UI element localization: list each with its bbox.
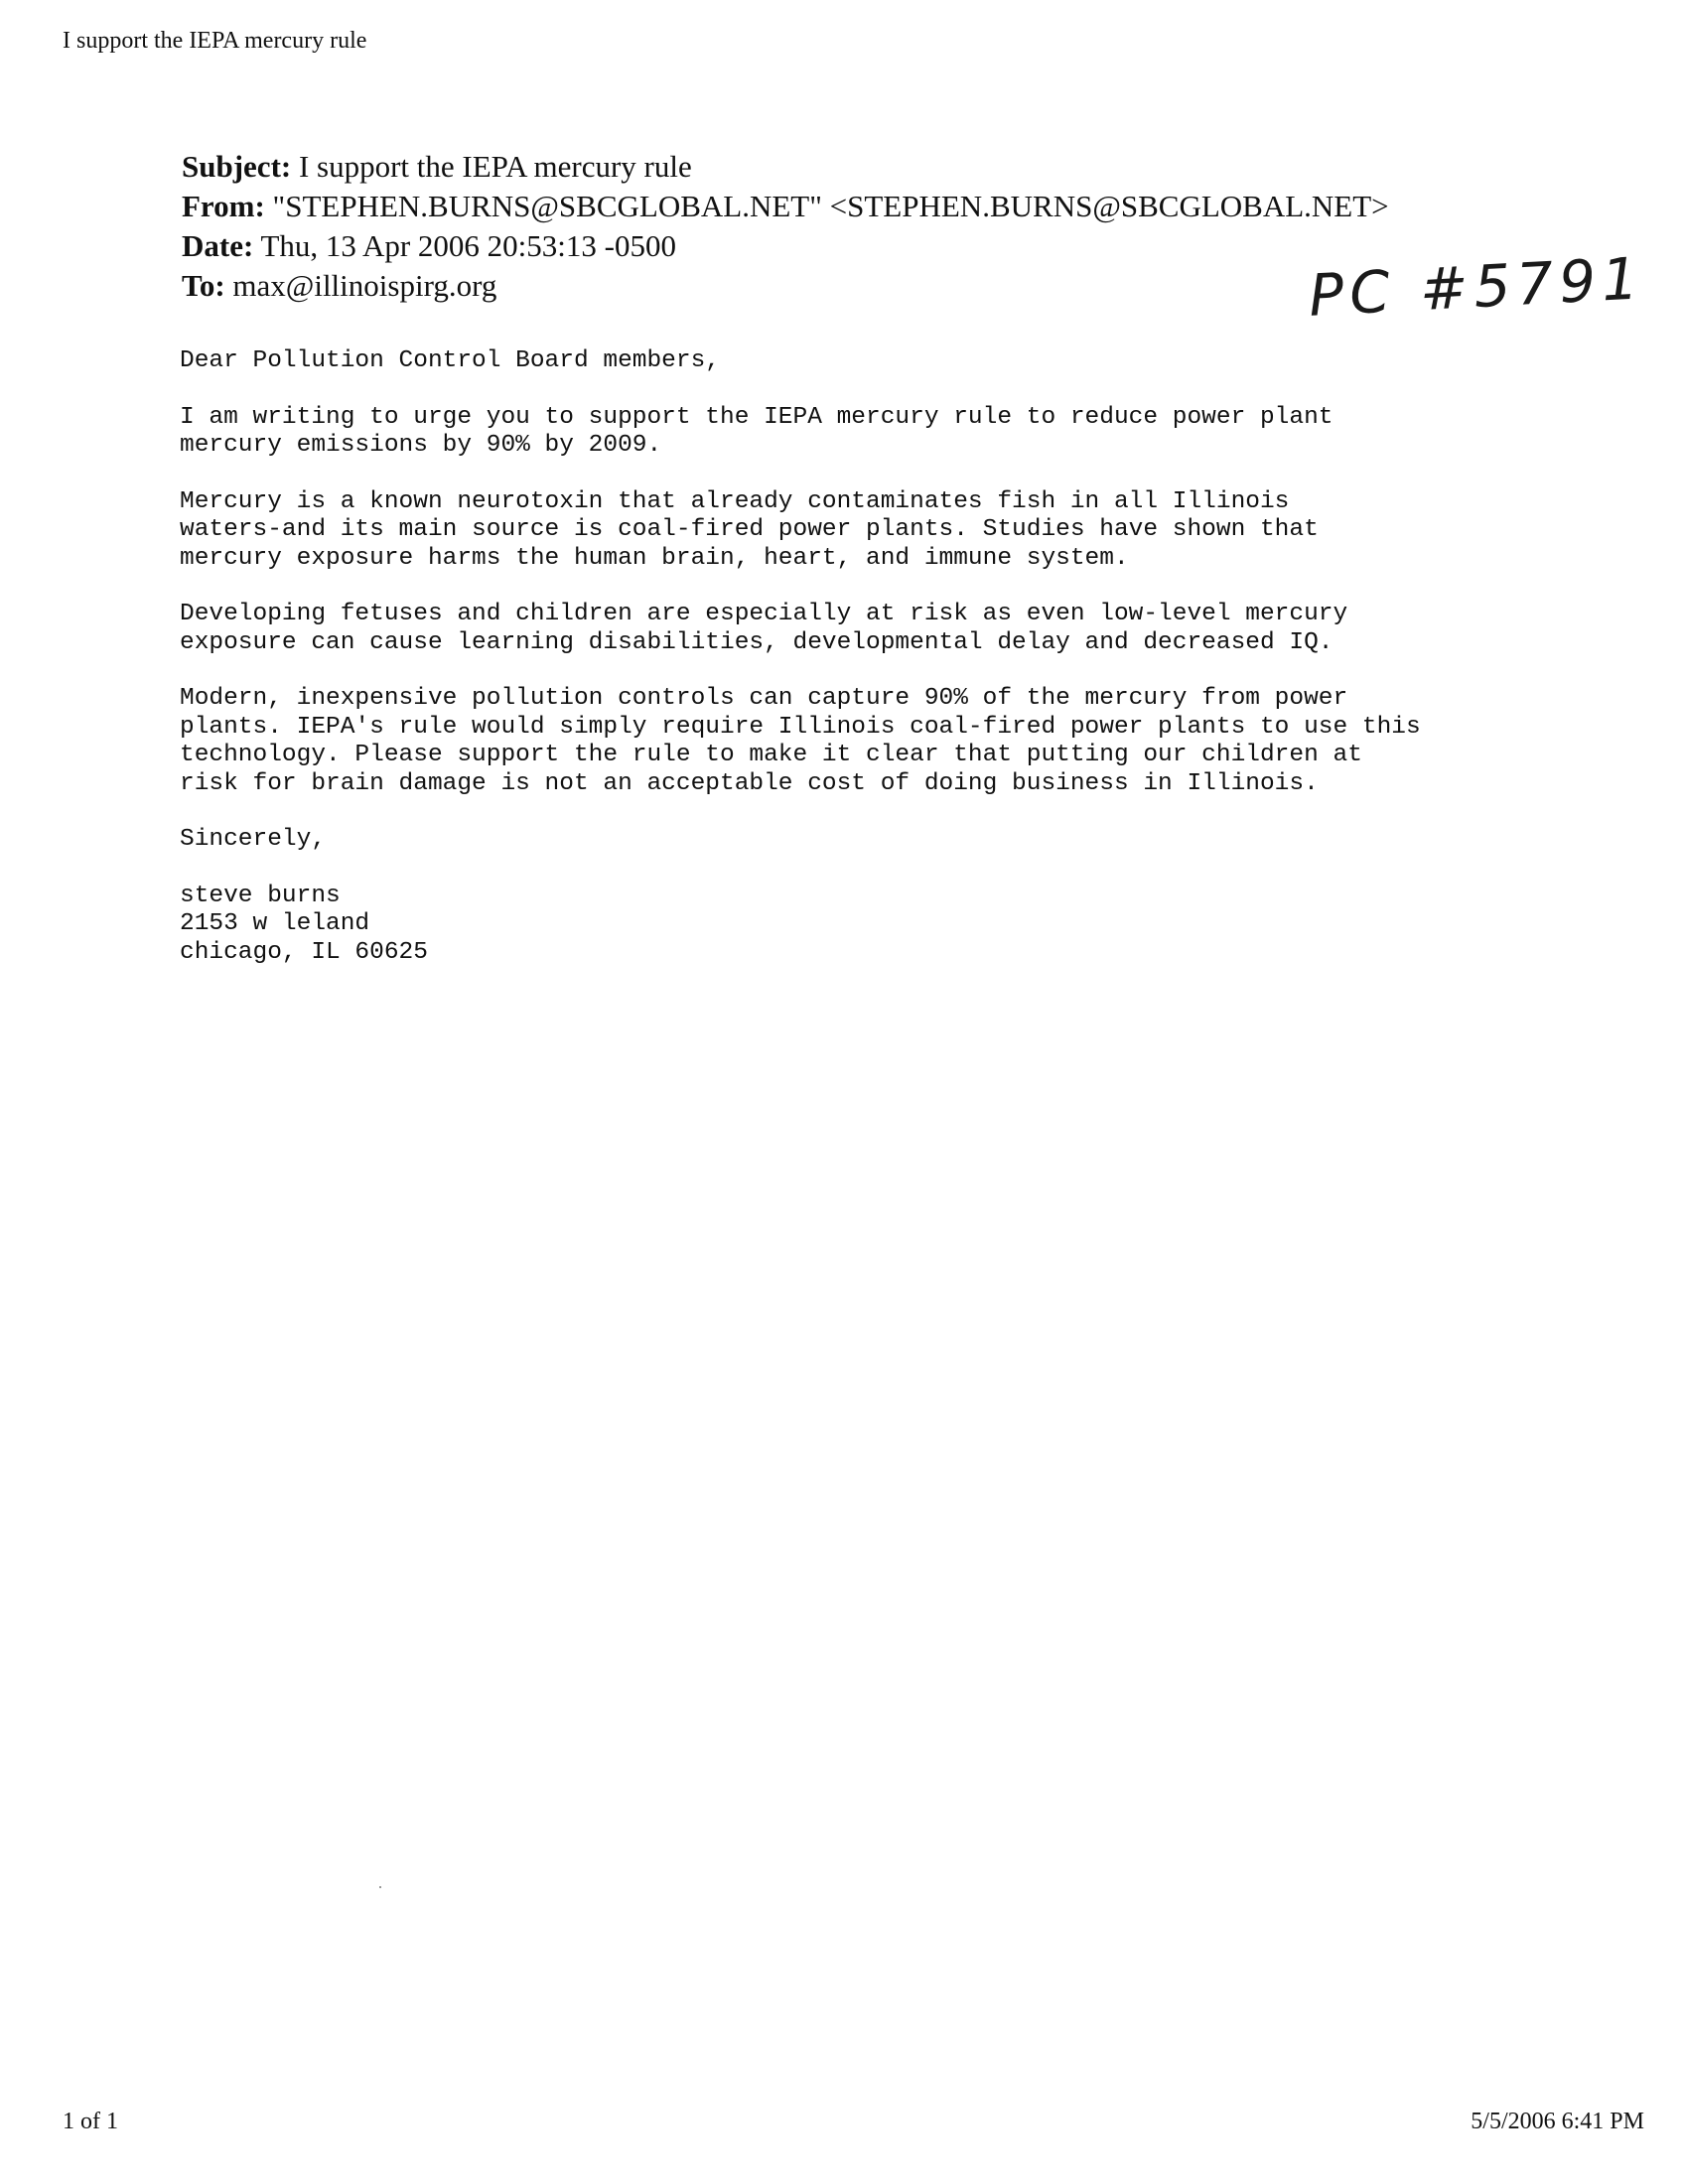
page-number: 1 of 1 [63, 2109, 118, 2134]
to-row [182, 266, 1389, 306]
signature-block: steve burns 2153 w leland chicago, IL 60625 [180, 882, 428, 966]
print-timestamp: 5/5/2006 6:41 PM [1471, 2109, 1644, 2134]
to-value: max@illinoispirg.org [232, 268, 497, 303]
closing: Sincerely, [180, 826, 327, 853]
paragraph-4: Modern, inexpensive pollution controls can capture 90% of the mercury from power plants. IEPA's rule would simply require Illinois coal-fired power plants to use this technology. Please support the rule to make it clear that putting our children at risk for brain damage is not an acceptable cost of doing business in Illinois. [180, 685, 1421, 797]
date-row [182, 226, 1389, 266]
handwritten-stamp: PC #5791 [1307, 244, 1646, 330]
to-label: To: [182, 268, 225, 303]
from-value: "STEPHEN.BURNS@SBCGLOBAL.NET" <STEPHEN.BURNS@SBCGLOBAL.NET> [272, 189, 1389, 223]
greeting: Dear Pollution Control Board members, [180, 347, 720, 374]
page-header-title: I support the IEPA mercury rule [63, 28, 367, 54]
subject-row [182, 147, 1389, 187]
paragraph-1: I am writing to urge you to support the IEPA mercury rule to reduce power plant mercury emissions by 90% by 2009. [180, 403, 1333, 459]
date-label: Date: [182, 228, 254, 263]
from-row [182, 187, 1389, 226]
letter-body [180, 347, 1610, 967]
paragraph-2: Mercury is a known neurotoxin that already contaminates fish in all Illinois waters-and its main source is coal-fired power plants. Studies have shown that mercury exposure harms the human brain, heart, and immune system. [180, 487, 1319, 572]
paragraph-3: Developing fetuses and children are especially at risk as even low-level mercury exposure can cause learning disabilities, developmental delay and decreased IQ. [180, 601, 1348, 656]
email-headers [182, 147, 1389, 306]
from-label: From: [182, 189, 265, 223]
subject-label: Subject: [182, 149, 292, 184]
date-value: Thu, 13 Apr 2006 20:53:13 -0500 [260, 228, 676, 263]
scan-speck [379, 1886, 381, 1888]
subject-value: I support the IEPA mercury rule [298, 149, 692, 184]
